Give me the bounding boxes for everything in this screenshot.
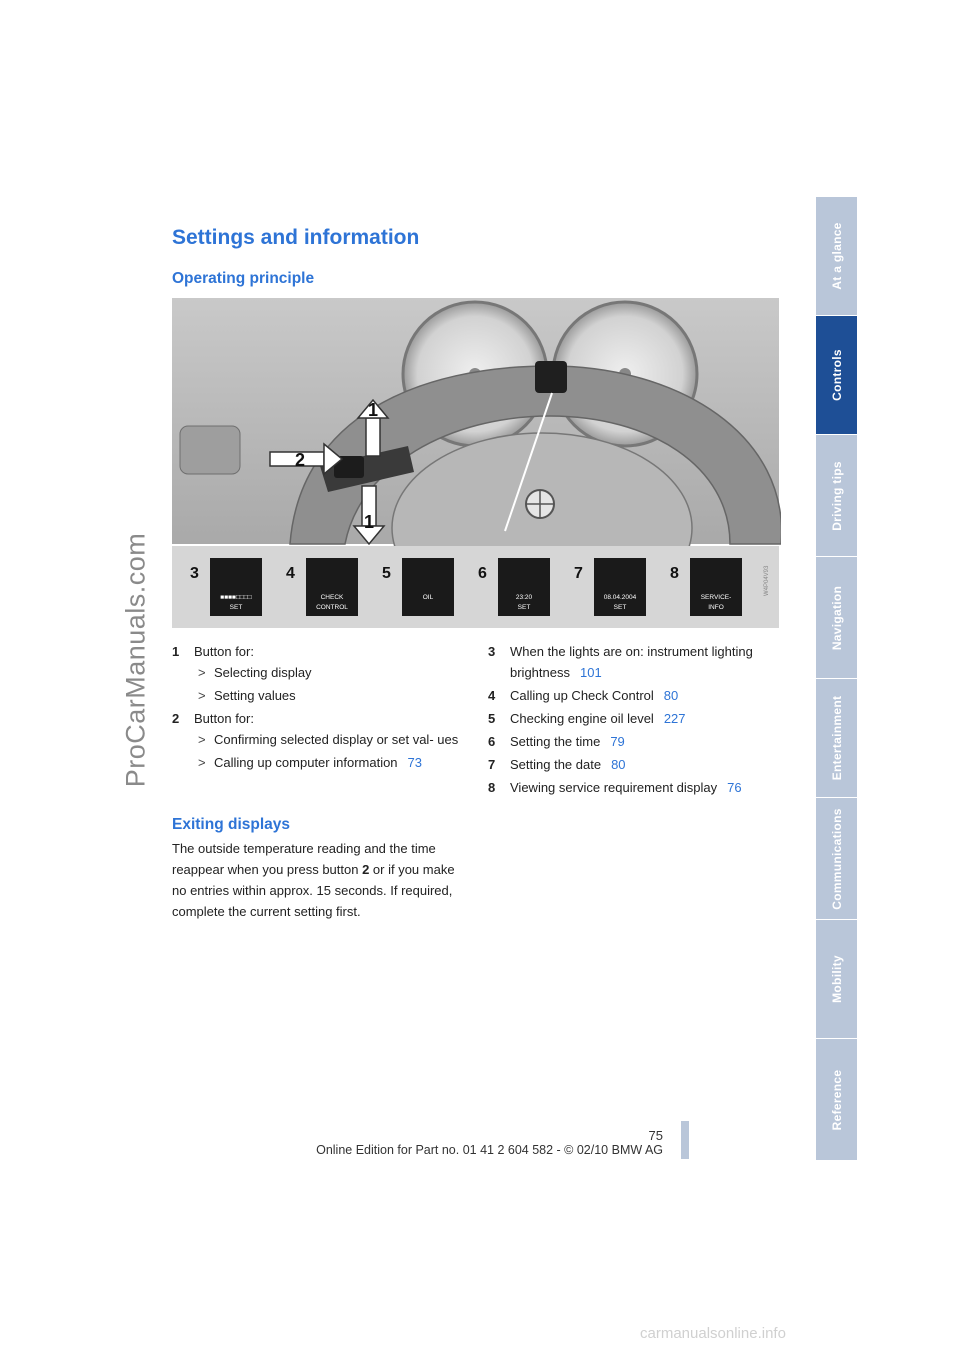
svg-text:23:20: 23:20 — [515, 594, 533, 601]
air-vent — [180, 426, 240, 474]
page-reference-link[interactable]: 80 — [611, 757, 626, 772]
figure-code: W4P04V93 — [764, 565, 770, 596]
svg-text:8: 8 — [670, 565, 679, 582]
list-item: 8 Viewing service requirement display 76 — [488, 780, 742, 795]
svg-text:CONTROL: CONTROL — [316, 604, 348, 611]
page-title: Settings and information — [172, 226, 420, 249]
button-list-right — [488, 641, 783, 798]
callout-2: 2 — [294, 450, 306, 470]
list-subitem: > Setting values — [198, 688, 296, 703]
svg-text:SET: SET — [517, 604, 531, 611]
tab-entertainment[interactable]: Entertainment — [816, 679, 857, 798]
list-item: 6 Setting the time 79 — [488, 734, 625, 749]
page-reference-link[interactable]: 101 — [579, 665, 602, 680]
button-list-left — [172, 641, 462, 773]
tab-communications[interactable]: Communications — [816, 798, 857, 920]
svg-text:SERVICE-: SERVICE- — [700, 594, 732, 601]
svg-text:08.04.2004: 08.04.2004 — [603, 594, 637, 601]
callout-1-top: 1 — [367, 400, 379, 420]
svg-text:4: 4 — [286, 565, 295, 582]
svg-text:■■■■□□□□: ■■■■□□□□ — [220, 594, 252, 601]
cluster-button-3 — [535, 361, 567, 393]
svg-text:3: 3 — [190, 565, 199, 582]
page-reference-link[interactable]: 76 — [727, 780, 742, 795]
instrument-cluster-figure — [170, 296, 781, 630]
tab-mobility[interactable]: Mobility — [816, 920, 857, 1039]
svg-text:INFO: INFO — [708, 604, 724, 611]
list-item: 4 Calling up Check Control 80 — [488, 688, 679, 703]
svg-text:SET: SET — [229, 604, 243, 611]
procarmanuals-watermark: ProCarManuals.com — [120, 532, 151, 788]
callout-1-bottom: 1 — [363, 512, 375, 532]
svg-text:5: 5 — [382, 565, 391, 582]
tab-at-a-glance[interactable]: At a glance — [816, 197, 857, 316]
section-heading-operating: Operating principle — [172, 270, 315, 287]
page-reference-link[interactable]: 79 — [610, 734, 625, 749]
footer-edition: Online Edition for Part no. 01 41 2 604 582 - © 02/10 BMW AG — [316, 1143, 663, 1157]
tab-navigation[interactable]: Navigation — [816, 557, 857, 679]
list-item: 2 Button for: — [172, 711, 254, 726]
list-item: 7 Setting the date 80 — [488, 757, 626, 772]
list-subitem: > Selecting display — [198, 665, 312, 680]
tab-driving-tips[interactable]: Driving tips — [816, 435, 857, 557]
page-reference-link[interactable]: 73 — [407, 755, 423, 770]
page-reference-link[interactable]: 80 — [663, 688, 679, 703]
footer-bar — [681, 1121, 689, 1159]
svg-text:6: 6 — [478, 565, 487, 582]
list-subitem: > Confirming selected display or set val- ues — [198, 732, 459, 747]
exiting-displays-paragraph: The outside temperature reading and the time reappear when you press button 2 or if you make no entries within approx. 15 seconds. If required, complete the current setting first. — [172, 841, 455, 919]
svg-text:7: 7 — [574, 565, 583, 582]
section-heading-exiting: Exiting displays — [172, 816, 291, 833]
page-reference-link[interactable]: 227 — [663, 711, 686, 726]
list-item: 5 Checking engine oil level 227 — [488, 711, 686, 726]
list-subitem: > Calling up computer information 73 — [198, 755, 423, 770]
svg-text:SET: SET — [613, 604, 627, 611]
svg-text:CHECK: CHECK — [320, 594, 344, 601]
section-sidebar — [816, 197, 857, 1160]
site-watermark: carmanualsonline.info — [640, 1325, 786, 1342]
tab-controls[interactable]: Controls — [816, 316, 857, 435]
tab-reference[interactable]: Reference — [816, 1039, 857, 1161]
list-item: 3 When the lights are on: instrument lighting brightness 101 — [488, 644, 753, 680]
list-item: 1 Button for: — [172, 644, 254, 659]
page-number: 75 — [648, 1128, 663, 1143]
svg-text:OIL: OIL — [422, 594, 434, 601]
